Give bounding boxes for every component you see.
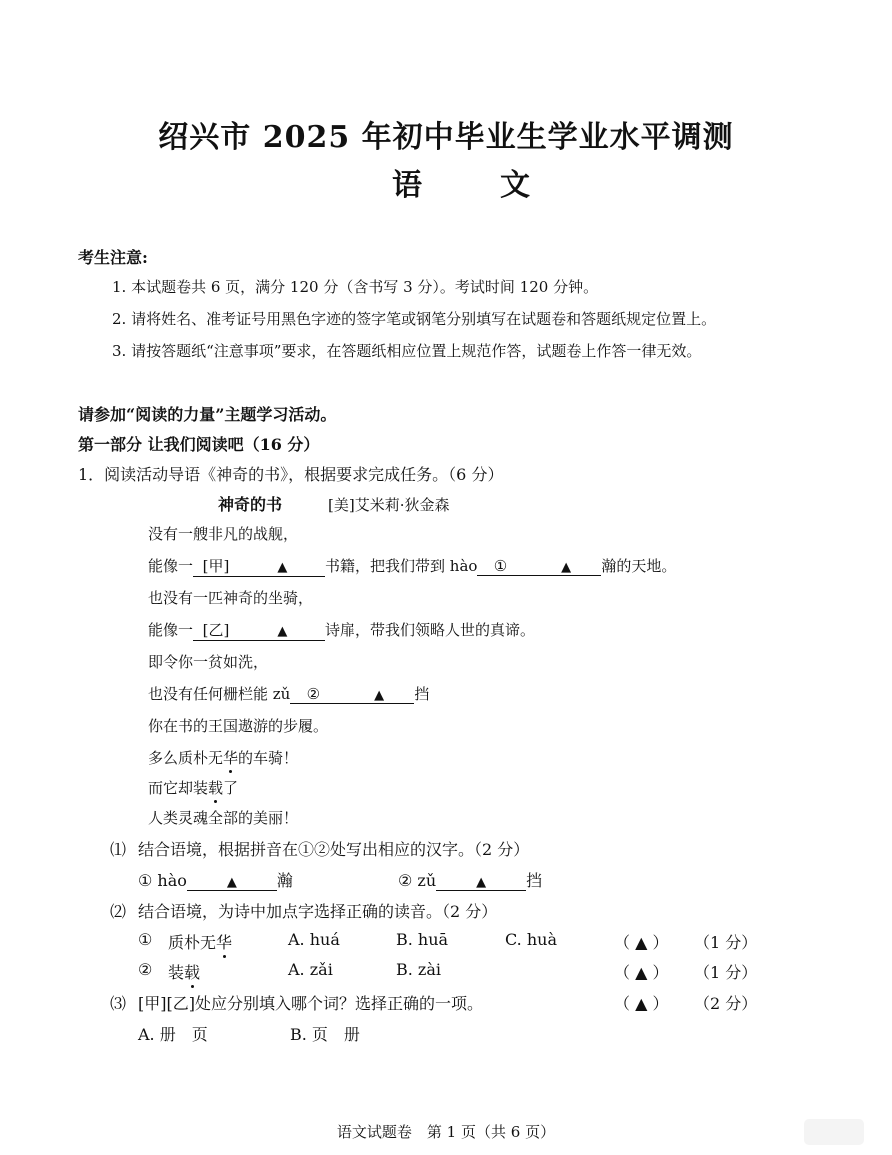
triangle-icon: ▲: [226, 875, 237, 890]
subq2-row1-answer[interactable]: （ ▲ ）: [614, 933, 669, 952]
subq1-a-label: ① hào: [138, 871, 187, 890]
question-1: 1．阅读活动导语《神奇的书》，根据要求完成任务。（6 分）: [78, 465, 504, 484]
subq1-b-label: ② zǔ: [398, 871, 437, 890]
subq2-row1-word-a: 质朴无: [168, 933, 217, 952]
triangle-icon: ▲: [561, 560, 572, 575]
subq1-a-blank[interactable]: [187, 871, 277, 891]
poem-line-2-part-a: 能像一: [148, 557, 194, 575]
subq2-row1-word: [168, 930, 232, 953]
poem-line-2-part-e: 瀚的天地。: [601, 557, 677, 575]
blank-2: [290, 685, 414, 704]
poem-line-9-part-a: 而它却装: [148, 779, 209, 797]
subq2-row1-option-b[interactable]: B. huā: [396, 930, 449, 949]
blank-1-label: ①: [493, 557, 508, 575]
poem-line-6-part-a: 也没有任何栅栏能 zǔ: [148, 685, 291, 703]
subq2-row1-num: ①: [138, 930, 153, 949]
dotted-char-zai: 载: [208, 779, 224, 797]
subq1-number: ⑴: [110, 840, 127, 859]
poem-line-8: [148, 747, 298, 768]
subq3-number: ⑶: [110, 994, 127, 1013]
poem-line-9-part-c: 了: [223, 779, 239, 797]
subq1-answer-b: [398, 868, 542, 891]
blank-2-label: ②: [306, 685, 321, 703]
activity-intro: 请参加“阅读的力量”主题学习活动。: [78, 405, 337, 424]
dotted-char-hua: 华: [223, 749, 239, 767]
subq3-option-b[interactable]: B. 页 册: [290, 1025, 360, 1044]
notice-item-1: 1. 本试题卷共 6 页，满分 120 分（含书写 3 分）。考试时间 120 分钟。: [112, 278, 599, 296]
subq2-text: 结合语境，为诗中加点字选择正确的读音。（2 分）: [138, 902, 498, 921]
subq2-number: ⑵: [110, 902, 127, 921]
blank-jia-label: [甲]: [202, 557, 230, 575]
poem-line-4-part-c: 诗扉，带我们领略人世的真谛。: [325, 621, 536, 639]
subq1-a-tail: 瀚: [276, 871, 293, 890]
poem-line-2: [148, 555, 676, 577]
subq2-row2-option-a[interactable]: A. zǎi: [288, 960, 333, 979]
poem-author: [美]艾米莉·狄金森: [328, 496, 450, 514]
poem-line-5: 即令你一贫如洗，: [148, 653, 269, 671]
subject-char-1: 语: [392, 168, 422, 203]
subq1-text: 结合语境，根据拼音在①②处写出相应的汉字。（2 分）: [138, 840, 530, 859]
blank-1: [477, 557, 601, 576]
blank-yi-label: [乙]: [202, 621, 230, 639]
subq2-row1-dotted: 华: [216, 930, 232, 953]
poem-line-6: [148, 683, 429, 704]
subq2-row2-option-b[interactable]: B. zài: [396, 960, 442, 979]
blank-jia: [193, 555, 325, 577]
subq2-row1-score: （1 分）: [694, 933, 758, 952]
subq2-row2-score: （1 分）: [694, 963, 758, 982]
poem-line-10: 人类灵魂全部的美丽！: [148, 809, 299, 827]
poem-line-4: [148, 619, 535, 641]
poem-line-9: [148, 777, 238, 798]
subq2-row2-dotted: 载: [184, 960, 200, 983]
subq2-row2-num: ②: [138, 960, 153, 979]
notice-item-2: 2. 请将姓名、准考证号用黑色字迹的签字笔或钢笔分别填写在试题卷和答题纸规定位置上。: [112, 310, 717, 328]
poem-line-8-part-a: 多么质朴无: [148, 749, 224, 767]
subq3-answer[interactable]: （ ▲ ）: [614, 994, 669, 1013]
triangle-icon: ▲: [476, 875, 487, 890]
subq3-text: [甲][乙]处应分别填入哪个词？选择正确的一项。: [138, 994, 483, 1013]
subq3-option-a[interactable]: A. 册 页: [138, 1025, 208, 1044]
page-footer: 语文试题卷 第 1 页（共 6 页）: [336, 1123, 556, 1141]
notice-item-3: 3. 请按答题纸“注意事项”要求，在答题纸相应位置上规范作答，试题卷上作答一律无效。: [112, 342, 702, 360]
watermark-badge: [804, 1119, 864, 1145]
poem-line-8-part-c: 的车骑！: [238, 749, 299, 767]
subq2-row2-word: [168, 960, 200, 983]
blank-yi: [193, 619, 325, 641]
triangle-icon: ▲: [277, 560, 288, 575]
triangle-icon: ▲: [277, 624, 288, 639]
poem-line-4-part-a: 能像一: [148, 621, 194, 639]
subq3-score: （2 分）: [694, 994, 758, 1013]
exam-title: 绍兴市 2025 年初中毕业生学业水平调测: [158, 120, 734, 155]
poem-line-1: 没有一艘非凡的战舰，: [148, 525, 299, 543]
subq2-row2-answer[interactable]: （ ▲ ）: [614, 963, 669, 982]
subq1-answer-a: [138, 868, 293, 891]
subq2-row1-option-a[interactable]: A. huá: [288, 930, 340, 949]
poem-title: 神奇的书: [218, 495, 283, 514]
poem-line-3: 也没有一匹神奇的坐骑，: [148, 589, 314, 607]
subq2-row1-option-c[interactable]: C. huà: [505, 930, 557, 949]
subq1-b-blank[interactable]: [436, 871, 526, 891]
subq2-row2-word-a: 装: [168, 963, 185, 982]
poem-line-7: 你在书的王国遨游的步履。: [148, 717, 329, 735]
subject-char-2: 文: [500, 168, 530, 203]
part1-heading: 第一部分 让我们阅读吧（16 分）: [78, 435, 320, 454]
notice-heading: 考生注意:: [78, 248, 148, 267]
triangle-icon: ▲: [374, 688, 385, 703]
poem-line-6-part-c: 挡: [414, 685, 430, 703]
poem-line-2-part-c: 书籍，把我们带到 hào: [325, 557, 478, 575]
subq1-b-tail: 挡: [526, 871, 543, 890]
